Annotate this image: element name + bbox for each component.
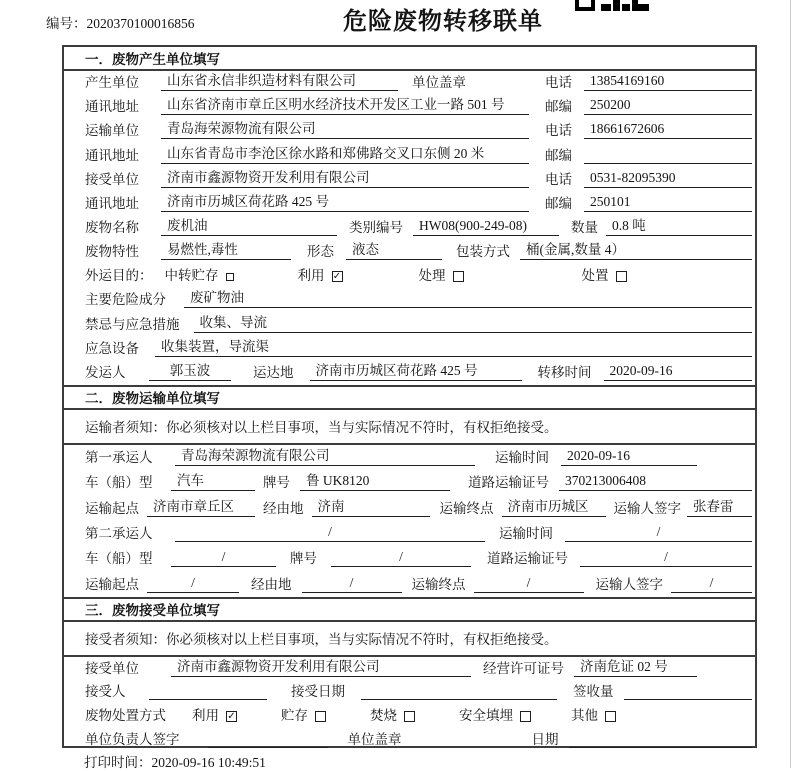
second-carrier-sign-field: / bbox=[671, 575, 752, 593]
transporter-zip-field bbox=[584, 148, 752, 164]
first-plate-label: 牌号 bbox=[263, 475, 290, 491]
received-amount-label: 签收量 bbox=[573, 684, 614, 700]
row-second-carrier bbox=[64, 521, 755, 546]
disposal-label: 废物处置方式 bbox=[85, 708, 166, 724]
receiver-notice: 接受者须知：你必须核对以上栏目事项，当与实际情况不符时，有权拒绝接受。 bbox=[64, 622, 755, 657]
sign-date-label: 日期 bbox=[531, 731, 559, 747]
unit-seal2-label: 单位盖章 bbox=[347, 731, 402, 747]
permit-field: 济南危证 02 号 bbox=[574, 655, 697, 677]
producer-address-label: 通讯地址 bbox=[85, 99, 139, 115]
row-transporter-address bbox=[64, 143, 755, 167]
transporter-value-field: 青岛海荣源物流有限公司 bbox=[161, 117, 529, 139]
transporter-label: 运输单位 bbox=[85, 123, 139, 139]
purpose-option-treat-label: 处理 bbox=[418, 268, 446, 284]
received-amount-field bbox=[624, 684, 753, 700]
first-carrier-label: 第一承运人 bbox=[85, 450, 153, 466]
responsible-sign-label: 单位负责人签字 bbox=[85, 731, 180, 747]
purpose-storage-checkbox bbox=[226, 273, 234, 281]
second-transport-time-label: 运输时间 bbox=[499, 526, 553, 542]
transporter-phone-label: 电话 bbox=[545, 123, 572, 139]
row-transfer-purpose bbox=[64, 264, 755, 288]
waste-name-label: 废物名称 bbox=[85, 219, 139, 235]
first-plate-field: 鲁 UK8120 bbox=[300, 469, 450, 491]
producer-zip-label: 邮编 bbox=[545, 99, 572, 115]
purpose-treat-checkbox bbox=[453, 271, 464, 282]
row-receiving-person bbox=[64, 681, 755, 705]
receiver-phone-field: 0531-82095390 bbox=[584, 170, 752, 188]
receiver-zip-field: 250101 bbox=[584, 194, 752, 212]
permit-label: 经营许可证号 bbox=[483, 660, 564, 676]
row-taboo-measures bbox=[64, 312, 755, 336]
receiver-address-field: 济南市历城区荷花路 425 号 bbox=[161, 190, 529, 212]
disposal-incinerate-checkbox bbox=[404, 711, 415, 722]
print-time-value: 2020-09-16 10:49:51 bbox=[151, 755, 266, 770]
second-carrier-sign-label: 运输人签字 bbox=[595, 576, 663, 592]
producer-value-field: 山东省永信非织造材料有限公司 bbox=[161, 69, 398, 91]
packing-label: 包装方式 bbox=[456, 244, 510, 260]
receiving-unit-label: 接受单位 bbox=[85, 660, 139, 676]
first-road-license-label: 道路运输证号 bbox=[468, 475, 549, 491]
hazard-field: 废矿物油 bbox=[184, 286, 752, 308]
disposal-landfill-checkbox bbox=[520, 711, 531, 722]
second-road-license-field: / bbox=[580, 549, 752, 567]
first-carrier-sign-field: 张春雷 bbox=[687, 495, 752, 517]
sign-date-field bbox=[569, 732, 753, 748]
row-emergency-equipment bbox=[64, 337, 755, 361]
row-disposal-method bbox=[64, 704, 755, 728]
transfer-time-field: 2020-09-16 bbox=[604, 363, 753, 381]
receiver-label: 接受单位 bbox=[85, 171, 139, 187]
producer-left-group bbox=[85, 69, 537, 91]
producer-phone-field: 13854169160 bbox=[584, 73, 752, 91]
disposal-storage-label: 贮存 bbox=[281, 708, 308, 724]
unit-seal-label: 单位盖章 bbox=[412, 75, 466, 91]
disposal-other-label: 其他 bbox=[571, 708, 598, 724]
producer-phone-label: 电话 bbox=[545, 75, 572, 91]
waste-form-label: 形态 bbox=[307, 244, 334, 260]
waste-category-label: 类别编号 bbox=[349, 219, 403, 235]
transporter-address-field: 山东省青岛市李沧区徐水路和郑佛路交叉口东侧 20 米 bbox=[161, 142, 529, 164]
print-time-label: 打印时间： bbox=[84, 755, 152, 770]
second-plate-field: / bbox=[331, 549, 471, 567]
section3-header: 三．废物接受单位填写 bbox=[64, 597, 755, 622]
second-vehicle-type-field: / bbox=[171, 549, 276, 567]
disposal-utilize-label: 利用 bbox=[192, 708, 219, 724]
producer-label: 产生单位 bbox=[85, 75, 139, 91]
transporter-address-left-group bbox=[85, 142, 537, 164]
first-route-via-label: 经由地 bbox=[263, 500, 304, 516]
second-route-start-field: / bbox=[147, 575, 239, 593]
receiver-zip-label: 邮编 bbox=[545, 195, 572, 211]
page-title: 危险废物转移联单 bbox=[343, 8, 543, 35]
receiver-address-left-group bbox=[85, 190, 537, 212]
second-carrier-field: / bbox=[175, 524, 485, 542]
first-carrier-field: 青岛海荣源物流有限公司 bbox=[175, 444, 475, 466]
transporter-zip-label: 邮编 bbox=[545, 147, 572, 163]
shipper-field: 郭玉波 bbox=[149, 359, 231, 381]
receiver-value-field: 济南市鑫源物资开发利用有限公司 bbox=[161, 166, 529, 188]
disposal-other-checkbox bbox=[605, 711, 616, 722]
row-transporter bbox=[64, 119, 755, 143]
receiving-date-field bbox=[361, 684, 557, 700]
row-responsible-sign bbox=[64, 728, 755, 752]
producer-zip-field: 250200 bbox=[584, 97, 752, 115]
waste-qty-label: 数量 bbox=[571, 219, 598, 235]
section1-header: 一．废物产生单位填写 bbox=[64, 47, 755, 71]
first-road-license-field: 370213006408 bbox=[559, 473, 752, 491]
packing-field: 桶(金属,数量 4） bbox=[520, 238, 752, 260]
equipment-field: 收集装置，导流渠 bbox=[155, 335, 752, 357]
row-receiver bbox=[64, 168, 755, 192]
second-carrier-label: 第二承运人 bbox=[85, 526, 153, 542]
first-transport-time-field: 2020-09-16 bbox=[561, 448, 697, 466]
receiver-address-label: 通讯地址 bbox=[85, 195, 139, 211]
transporter-phone-field: 18661672606 bbox=[584, 121, 752, 139]
row-producer-address bbox=[64, 95, 755, 119]
section2-header: 二．废物运输单位填写 bbox=[64, 385, 755, 410]
manifest-form bbox=[62, 45, 757, 748]
purpose-dispose-checkbox bbox=[616, 271, 627, 282]
disposal-landfill-label: 安全填埋 bbox=[459, 708, 513, 724]
disposal-storage-checkbox bbox=[315, 711, 326, 722]
second-road-license-label: 道路运输证号 bbox=[487, 551, 568, 567]
first-vehicle-type-field: 汽车 bbox=[171, 469, 255, 491]
receiver-phone-label: 电话 bbox=[545, 171, 572, 187]
transporter-left-group bbox=[85, 117, 537, 139]
row-first-carrier bbox=[64, 445, 755, 470]
row-shipper bbox=[64, 361, 755, 385]
first-route-end-label: 运输终点 bbox=[439, 500, 494, 516]
receiving-unit-field: 济南市鑫源物资开发利用有限公司 bbox=[171, 655, 471, 677]
second-route-end-field: / bbox=[474, 575, 584, 593]
second-transport-time-field: / bbox=[565, 524, 752, 542]
row-waste-traits bbox=[64, 240, 755, 264]
waste-name-field: 废机油 bbox=[161, 214, 337, 236]
destination-field: 济南市历城区荷花路 425 号 bbox=[310, 359, 522, 381]
second-route-end-label: 运输终点 bbox=[411, 576, 466, 592]
doc-number-label: 编号： bbox=[46, 16, 87, 31]
taboo-field: 收集、导流 bbox=[194, 311, 753, 333]
transporter-notice: 运输者须知：你必须核对以上栏目事项，当与实际情况不符时，有权拒绝接受。 bbox=[64, 410, 755, 445]
equipment-label: 应急设备 bbox=[85, 340, 139, 356]
first-vehicle-type-label: 车（船）型 bbox=[85, 475, 153, 491]
second-plate-label: 牌号 bbox=[290, 551, 317, 567]
receiver-left-group bbox=[85, 166, 537, 188]
disposal-incinerate-label: 焚烧 bbox=[370, 708, 397, 724]
second-vehicle-type-label: 车（船）型 bbox=[85, 551, 153, 567]
row-first-route bbox=[64, 495, 755, 520]
first-route-end-field: 济南市历城区 bbox=[502, 495, 606, 517]
first-route-start-label: 运输起点 bbox=[85, 500, 139, 516]
transfer-time-label: 转移时间 bbox=[537, 364, 592, 380]
taboo-label: 禁忌与应急措施 bbox=[85, 316, 180, 332]
producer-address-field: 山东省济南市章丘区明水经济技术开发区工业一路 501 号 bbox=[161, 93, 529, 115]
row-second-route bbox=[64, 571, 755, 596]
first-carrier-sign-label: 运输人签字 bbox=[613, 500, 681, 516]
receiving-date-label: 接受日期 bbox=[291, 684, 345, 700]
waste-qty-field: 0.8 吨 bbox=[606, 214, 752, 236]
first-route-start-field: 济南市章丘区 bbox=[147, 495, 255, 517]
waste-form-field: 液态 bbox=[346, 238, 442, 260]
shipper-label: 发运人 bbox=[85, 364, 126, 380]
second-route-via-field: / bbox=[302, 575, 402, 593]
doc-number-value: 2020370100016856 bbox=[86, 16, 195, 31]
waste-category-field: HW08(900-249-08) bbox=[413, 218, 559, 236]
purpose-label: 外运目的： bbox=[85, 268, 153, 284]
receiving-person-field bbox=[149, 684, 267, 700]
transporter-address-label: 通讯地址 bbox=[85, 147, 139, 163]
destination-label: 运达地 bbox=[253, 364, 294, 380]
purpose-option-storage-label: 中转贮存 bbox=[164, 268, 219, 284]
purpose-option-utilize-label: 利用 bbox=[297, 268, 325, 284]
row-hazard-component bbox=[64, 288, 755, 312]
row-second-vehicle bbox=[64, 546, 755, 571]
first-transport-time-label: 运输时间 bbox=[495, 450, 549, 466]
purpose-utilize-checkbox: ✓ bbox=[332, 271, 342, 283]
purpose-option-dispose-label: 处置 bbox=[581, 268, 609, 284]
waste-traits-field: 易燃性,毒性 bbox=[161, 238, 291, 260]
row-receiver-address bbox=[64, 192, 755, 216]
second-route-via-label: 经由地 bbox=[251, 576, 292, 592]
page-edge-line bbox=[790, 0, 791, 768]
row-waste-name bbox=[64, 216, 755, 240]
print-time bbox=[84, 751, 266, 771]
row-receiving-unit bbox=[64, 657, 755, 681]
responsible-sign-field bbox=[208, 732, 328, 748]
receiving-person-label: 接受人 bbox=[85, 684, 126, 700]
producer-address-left-group bbox=[85, 93, 537, 115]
row-producer bbox=[64, 71, 755, 95]
first-route-via-field: 济南 bbox=[312, 495, 430, 517]
second-route-start-label: 运输起点 bbox=[85, 576, 139, 592]
hazard-label: 主要危险成分 bbox=[85, 292, 166, 308]
row-first-vehicle bbox=[64, 470, 755, 495]
disposal-utilize-checkbox: ✓ bbox=[227, 711, 236, 723]
waste-traits-label: 废物特性 bbox=[85, 244, 139, 260]
